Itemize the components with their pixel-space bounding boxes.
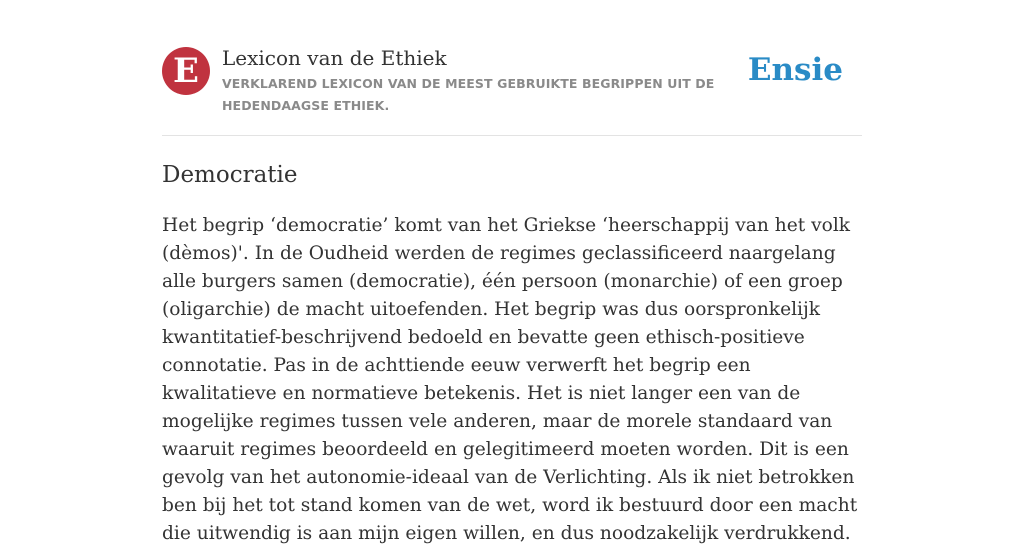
term-definition: Het begrip ‘democratie’ komt van het Griekse ‘heerschappij van het volk (dèmos)'. In de Oudheid werden de regimes geclassificeerd naargelang alle burgers samen (democratie), één persoon (monarchie) of een groep (oligarchie) de macht uitoefenden. Het begrip was dus oorspronkelijk kwantitatief-beschrijvend bedoeld en bevatte geen ethisch-positieve connotatie. Pas in de achttiende eeuw verwerft het begrip een kwalitatieve en normatieve betekenis. Het is niet langer een van de mogelijke regimes tussen vele anderen, maar de morele standaard van waaruit regimes beoordeeld en gelegitimeerd moeten worden. Dit is een gevolg van het autonomie-ideaal van de Verlichting. Als ik niet betrokken ben bij het tot stand komen van de wet, word ik bestuurd door een macht die uitwendig is aan mijn eigen willen, en dus noodzakelijk verdrukkend. bbox=[162, 215, 858, 544]
header-divider bbox=[162, 135, 862, 136]
lexicon-title[interactable]: Lexicon van de Ethiek bbox=[222, 46, 447, 70]
lexicon-logo[interactable]: E bbox=[162, 47, 210, 95]
lexicon-header bbox=[162, 40, 862, 135]
term-title: Democratie bbox=[162, 162, 298, 188]
ensie-brand-logo[interactable]: Ensie bbox=[747, 52, 843, 88]
lexicon-subtitle: VERKLAREND LEXICON VAN DE MEEST GEBRUIKTE BEGRIPPEN UIT DE HEDENDAAGSE ETHIEK. bbox=[222, 76, 715, 113]
